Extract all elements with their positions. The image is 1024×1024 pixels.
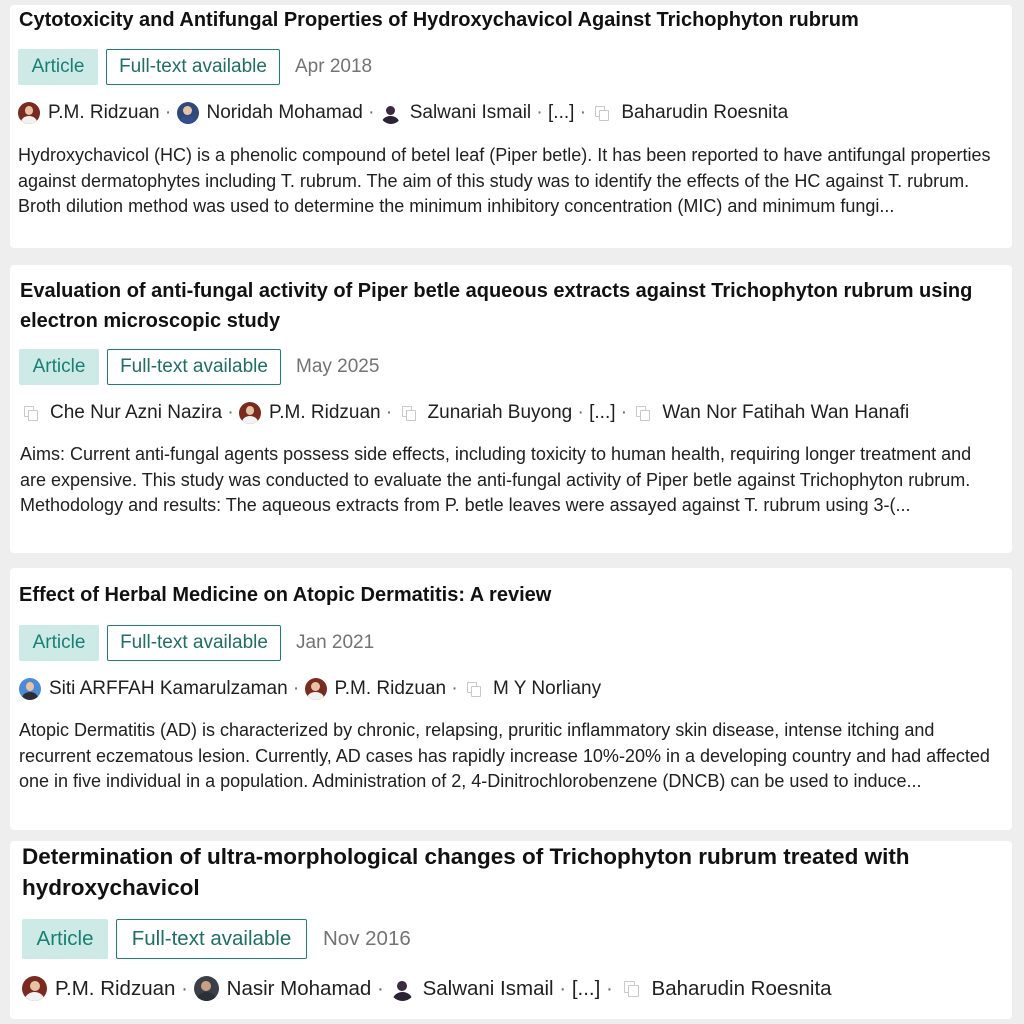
- avatar-photo-icon: [380, 102, 402, 124]
- article-badge: Article: [18, 49, 98, 85]
- publication-date: Nov 2016: [323, 927, 411, 950]
- author[interactable]: Siti ARFFAH Kamarulzaman: [19, 678, 288, 700]
- avatar-photo-icon: [239, 402, 261, 424]
- author-list: [18, 101, 788, 125]
- author-list: [20, 401, 909, 425]
- separator: ·: [380, 402, 398, 423]
- article-badge: Article: [22, 919, 108, 959]
- separator: ·: [531, 102, 549, 123]
- more-authors[interactable]: [...]: [548, 102, 575, 123]
- placeholder-avatar-icon: [619, 976, 644, 1001]
- result-card: [10, 568, 1012, 830]
- article-badge: Article: [19, 625, 99, 661]
- author-list: [19, 677, 601, 701]
- author[interactable]: Salwani Ismail: [390, 976, 554, 1001]
- avatar-photo-icon: [19, 678, 41, 700]
- avatar-photo-icon: [177, 102, 199, 124]
- author[interactable]: Wan Nor Fatihah Wan Hanafi: [632, 402, 909, 424]
- separator: ·: [159, 102, 177, 123]
- avatar-photo-icon: [18, 102, 40, 124]
- result-card: [10, 841, 1012, 1019]
- author[interactable]: P.M. Ridzuan: [305, 678, 447, 700]
- author[interactable]: M Y Norliany: [463, 678, 601, 700]
- more-authors[interactable]: [...]: [571, 976, 601, 1000]
- separator: ·: [574, 102, 592, 123]
- result-title[interactable]: Cytotoxicity and Antifungal Properties of Hydroxychavicol Against Trichophyton rubrum: [19, 9, 859, 31]
- abstract: Aims: Current anti-fungal agents possess side effects, including toxicity to human health, requiring longer treatment and are expensive. This study was conducted to evaluate the anti-fungal activity of Piper betle against Trichophyton rubrum. Methodology and results: The aqueous extracts from P. betle leaves were assayed against T. rubrum using 3-(...: [20, 444, 972, 515]
- publication-date: Jan 2021: [296, 632, 375, 653]
- separator: ·: [615, 402, 633, 423]
- separator: ·: [371, 976, 390, 1000]
- avatar-photo-icon: [305, 678, 327, 700]
- author[interactable]: P.M. Ridzuan: [239, 402, 381, 424]
- avatar-photo-icon: [390, 976, 415, 1001]
- fulltext-badge[interactable]: Full-text available: [116, 919, 307, 959]
- separator: ·: [287, 678, 305, 699]
- result-card: [10, 5, 1012, 248]
- result-title[interactable]: Evaluation of anti-fungal activity of Piper betle aqueous extracts against Trichophyton rubrum using electron microscopic study: [20, 280, 973, 332]
- result-title[interactable]: Determination of ultra-morphological changes of Trichophyton rubrum treated with hydroxychavicol: [22, 844, 910, 900]
- abstract: Hydroxychavicol (HC) is a phenolic compound of betel leaf (Piper betle). It has been reported to have antifungal properties against dermatophytes including T. rubrum. The aim of this study was to identify the effects of the HC against T. rubrum. Broth dilution method was used to determine the minimum inhibitory concentration (MIC) and minimum fungi...: [18, 145, 991, 216]
- fulltext-badge[interactable]: Full-text available: [107, 625, 281, 661]
- author[interactable]: Salwani Ismail: [380, 102, 531, 124]
- author-list: [22, 975, 832, 1002]
- placeholder-avatar-icon: [398, 402, 420, 424]
- author[interactable]: P.M. Ridzuan: [18, 102, 160, 124]
- author[interactable]: Noridah Mohamad: [177, 102, 363, 124]
- separator: ·: [362, 102, 380, 123]
- more-authors[interactable]: [...]: [589, 402, 616, 423]
- author[interactable]: Nasir Mohamad: [194, 976, 372, 1001]
- placeholder-avatar-icon: [463, 678, 485, 700]
- avatar-photo-icon: [194, 976, 219, 1001]
- separator: ·: [600, 976, 619, 1000]
- separator: ·: [572, 402, 590, 423]
- placeholder-avatar-icon: [20, 402, 42, 424]
- abstract: Atopic Dermatitis (AD) is characterized by chronic, relapsing, pruritic inflammatory skin disease, intense itching and recurrent eczematous lesion. Currently, AD cases has rapidly increase 10%-20% in a developing country and had affected one in five individual in a population. Administration of 2, 4-Dinitrochlorobenzene (DNCB) can be used to induce...: [19, 720, 990, 791]
- fulltext-badge[interactable]: Full-text available: [107, 349, 281, 385]
- article-badge: Article: [19, 349, 99, 385]
- placeholder-avatar-icon: [632, 402, 654, 424]
- author[interactable]: Che Nur Azni Nazira: [20, 402, 222, 424]
- result-title[interactable]: Effect of Herbal Medicine on Atopic Dermatitis: A review: [19, 584, 552, 606]
- author[interactable]: Baharudin Roesnita: [619, 976, 832, 1001]
- separator: ·: [553, 976, 572, 1000]
- fulltext-badge[interactable]: Full-text available: [106, 49, 280, 85]
- avatar-photo-icon: [22, 976, 47, 1001]
- separator: ·: [222, 402, 240, 423]
- author[interactable]: Zunariah Buyong: [398, 402, 573, 424]
- separator: ·: [175, 976, 194, 1000]
- author[interactable]: Baharudin Roesnita: [591, 102, 788, 124]
- publication-date: May 2025: [296, 356, 380, 377]
- author[interactable]: P.M. Ridzuan: [22, 976, 175, 1001]
- result-card: [10, 265, 1012, 553]
- placeholder-avatar-icon: [591, 102, 613, 124]
- publication-date: Apr 2018: [295, 56, 373, 77]
- separator: ·: [446, 678, 464, 699]
